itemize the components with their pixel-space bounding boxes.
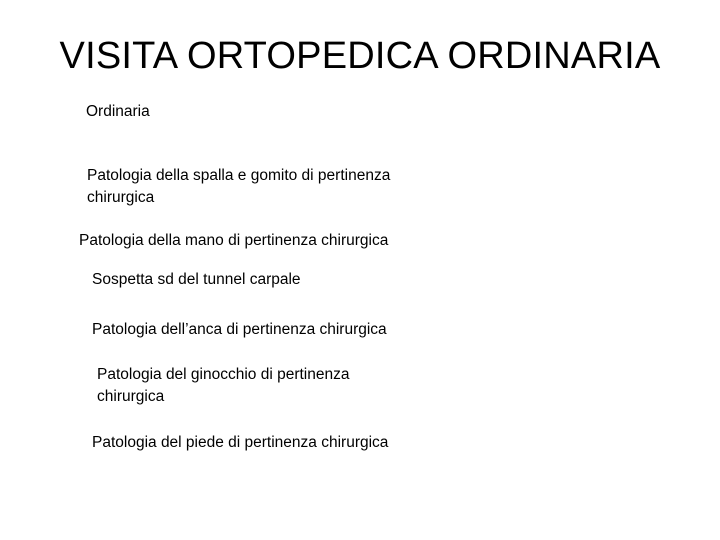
list-item-spalla-gomito xyxy=(87,165,390,209)
list-item-line: Ordinaria xyxy=(86,103,150,120)
list-item-ordinaria xyxy=(86,101,150,123)
list-item-tunnel-carpale xyxy=(92,269,301,291)
list-item-line: Patologia della mano di pertinenza chirurgica xyxy=(79,232,389,249)
list-item-line: Patologia dell’anca di pertinenza chirurgica xyxy=(92,321,387,338)
list-item-line: Patologia del piede di pertinenza chirurgica xyxy=(92,434,389,451)
list-item-piede xyxy=(92,432,388,454)
list-item-line: chirurgica xyxy=(87,189,155,206)
list-item-line: Patologia del ginocchio di pertinenza xyxy=(97,366,350,383)
list-item-line: Patologia della spalla e gomito di pertinenza xyxy=(87,167,391,184)
list-item-line: chirurgica xyxy=(97,388,165,405)
list-item-mano xyxy=(79,230,388,252)
list-item-ginocchio xyxy=(97,364,349,408)
list-item-line: Sospetta sd del tunnel carpale xyxy=(92,271,301,288)
slide-title: VISITA ORTOPEDICA ORDINARIA xyxy=(59,35,661,77)
list-item-anca xyxy=(92,319,387,341)
